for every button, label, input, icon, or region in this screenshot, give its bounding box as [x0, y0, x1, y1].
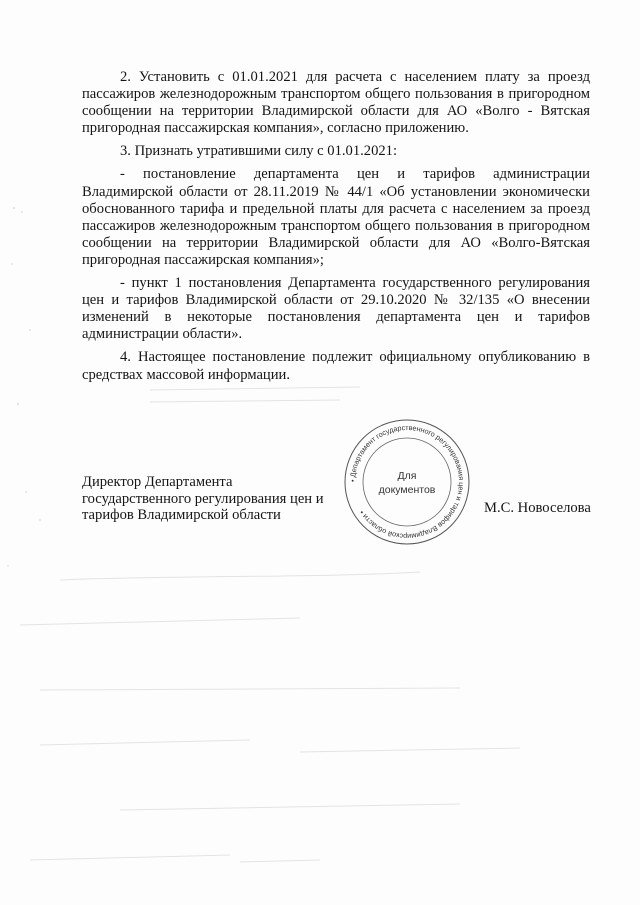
- stamp-center-line-2: документов: [378, 484, 436, 496]
- stamp-seal-icon: [341, 416, 473, 548]
- signatory-position: [82, 474, 352, 524]
- paragraph-item-3: 3. Признать утратившими силу с 01.01.2021:: [120, 143, 398, 160]
- paragraph-item-3-sub-1: - постановление департамента цен и тарифов администрации Владимирской области от 28.11.2019 № 44/1 «Об установлении экономически обоснованного тарифа и предельной платы для расчета с населением за проезд пассажиров железнодорожным транспортом общего пользования в пригородном сообщении на территории Владимирской области для АО «Волго-Вятская пригородная пассажирская компания»;: [82, 166, 590, 268]
- signatory-position-line-2: государственного регулирования цен и: [82, 490, 324, 507]
- paragraph-item-4: 4. Настоящее постановление подлежит официальному опубликованию в средствах массовой информации.: [82, 349, 590, 383]
- stamp-ring-text: [348, 423, 466, 541]
- stamp-ring-textpath: • Департамент государственного регулирования цен и тарифов Владимирской области •: [347, 422, 467, 542]
- signatory-name: М.С. Новоселова: [484, 500, 591, 516]
- signatory-position-line-3: тарифов Владимирской области: [82, 507, 281, 523]
- official-stamp: [341, 416, 473, 548]
- stamp-center-line-1: Для: [397, 470, 417, 482]
- document-body: [82, 69, 590, 390]
- paragraph-item-2: 2. Установить с 01.01.2021 для расчета с населением плату за проезд пассажиров железнодорожным транспортом общего пользования в пригородном сообщении на территории Владимирской области для АО «Волго - Вятская пригородная пассажирская компания», согласно приложению.: [82, 69, 590, 137]
- paragraph-item-3-sub-2: - пункт 1 постановления Департамента государственного регулирования цен и тарифов Владимирской области от 29.10.2020 № 32/135 «О внесении изменений в некоторые постановления департамента цен и тарифов администрации области».: [82, 275, 590, 343]
- signatory-position-line-1: Директор Департамента: [82, 474, 233, 490]
